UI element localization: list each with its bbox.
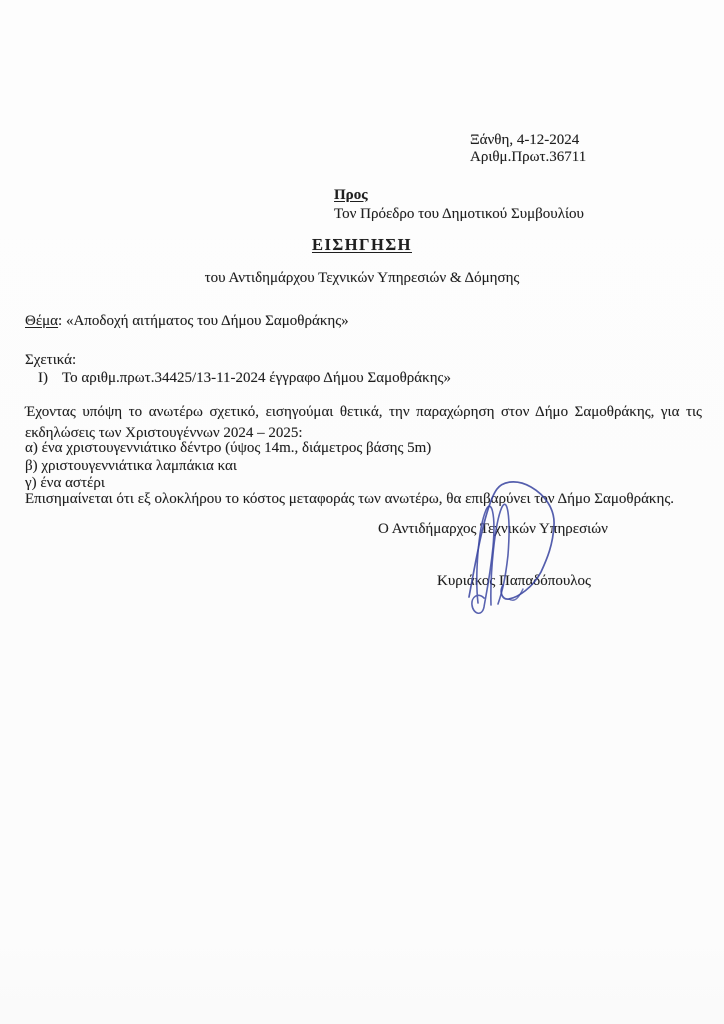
- handwritten-signature: [445, 477, 575, 612]
- closing-statement: Επισημαίνεται ότι εξ ολοκλήρου το κόστος μεταφοράς των ανωτέρω, θα επιβαρύνει τον Δήμο Σαμοθράκης.: [25, 491, 675, 507]
- list-item-beta: β) χριστουγεννιάτικα λαμπάκια και: [25, 457, 237, 474]
- reference-item: [38, 370, 451, 387]
- signer-title: Ο Αντιδήμαρχος Τεχνικών Υπηρεσιών: [378, 521, 608, 537]
- body-paragraph-line2: εκδηλώσεις των Χριστουγέννων 2024 – 2025:: [25, 424, 303, 441]
- recipient-label: Προς: [334, 187, 368, 203]
- signature-ink: [469, 482, 554, 599]
- reference-text: Το αριθμ.πρωτ.34425/13-11-2024 έγγραφο Δήμου Σαμοθράκης»: [62, 370, 451, 386]
- recipient-value: Τον Πρόεδρο του Δημοτικού Συμβουλίου: [334, 205, 584, 222]
- document-subtitle: του Αντιδημάρχου Τεχνικών Υπηρεσιών & Δόμησης: [204, 270, 520, 286]
- recipient-block: [334, 186, 584, 223]
- list-item-alpha: α) ένα χριστουγεννιάτικο δέντρο (ύψος 14m., διάμετρος βάσης 5m): [25, 440, 432, 456]
- reference-number: Ι): [38, 370, 48, 386]
- subject-line: [25, 313, 349, 330]
- document-title: ΕΙΣΗΓΗΣΗ: [311, 235, 412, 254]
- place-date: Ξάνθη, 4-12-2024: [470, 132, 580, 148]
- subject-label: Θέμα: [25, 313, 59, 329]
- list-item-gamma: γ) ένα αστέρι: [25, 475, 105, 492]
- protocol-number: Αριθμ.Πρωτ.36711: [470, 148, 587, 165]
- body-paragraph: [25, 402, 702, 443]
- date-block: [470, 132, 586, 165]
- body-paragraph-line1: Έχοντας υπόψη το ανωτέρω σχετικό, εισηγούμαι θετικά, την παραχώρηση στον Δήμο Σαμοθράκης, για τις: [25, 404, 702, 420]
- references-label: Σχετικά:: [25, 352, 77, 368]
- signer-name: Κυριάκος Παπαδόπουλος: [437, 573, 591, 589]
- subject-text: : «Αποδοχή αιτήματος του Δήμου Σαμοθράκης»: [58, 313, 349, 329]
- items-list: [25, 440, 431, 493]
